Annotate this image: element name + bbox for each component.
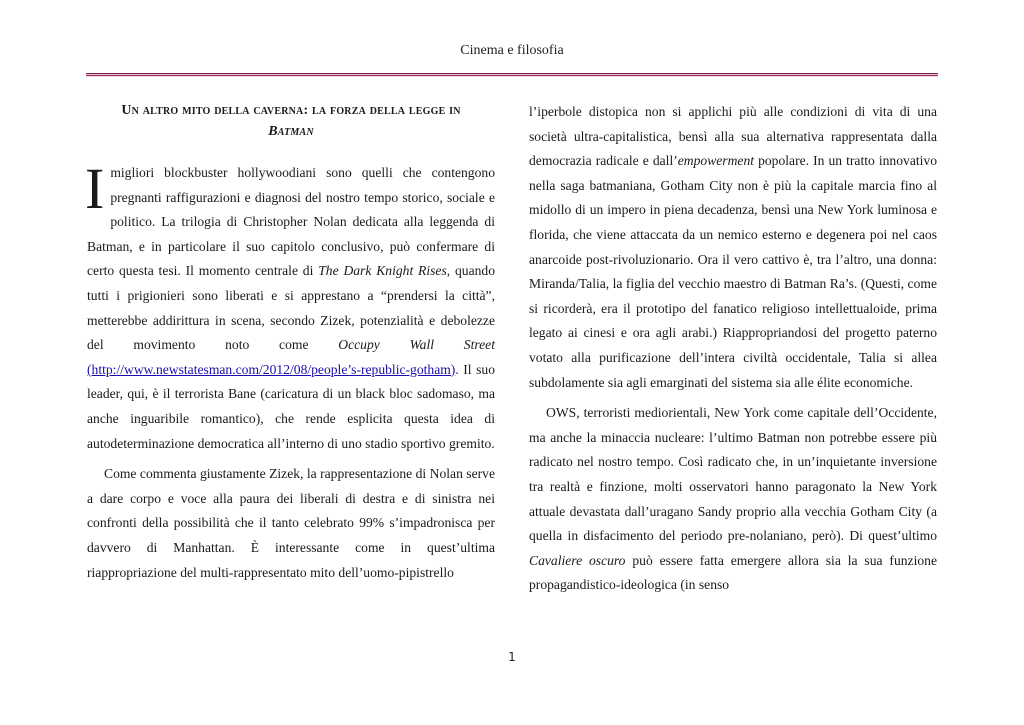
newstatesman-link[interactable]: (http://www.newstatesman.com/2012/08/people’s-republic-gotham): [87, 361, 456, 377]
empowerment-term: empowerment: [677, 153, 755, 169]
article-title: [101, 100, 481, 142]
movement-name: Occupy Wall Street: [338, 337, 495, 353]
left-column: [87, 100, 495, 585]
right-paragraph-1: [529, 100, 937, 395]
right-column: [529, 100, 937, 598]
right-p2-text-b: può essere fatta emergere allora sia la sua funzione propagandistico-ideologica (in senso: [529, 552, 937, 593]
right-p1-text-a: l’iperbole distopica non si applichi più alle condizioni di vita di una società ultra-capitalistica, bensì alla sua alternativa rappresentata dalla democrazia radicale e dall’: [529, 104, 937, 169]
right-p2-text-a: OWS, terroristi mediorientali, New York come capitale dell’Occidente, ma anche la minaccia nucleare: l’ultimo Batman non potrebbe essere più radicato nel nostro tempo. Così radicato che, in un’inquietante inversione tra realtà e finzione, molti osservatori hanno paragonato la New York attuale devastata dall’uragano Sandy proprio alla vecchia Gotham City (a quella in disfacimento del periodo pre-nolaniano, però). Di quest’ultimo: [529, 405, 937, 544]
header-rule: [86, 73, 938, 77]
article-title-main: Un altro mito della caverna: la forza della legge in: [121, 103, 461, 118]
article-title-italic: Batman: [268, 124, 314, 139]
page-number: 1: [508, 650, 516, 664]
left-p1-text-c: . Il suo leader, qui, è il terrorista Bane (caricatura di un black bloc sadomaso, ma anche inguaribile romantico), che rende esplicita questa idea di autodeterminazione democratica all’interno di uno stadio sportivo gremito.: [87, 361, 495, 451]
cavaliere-oscuro-title: Cavaliere oscuro: [529, 552, 626, 568]
right-p1-text-b: popolare. In un tratto innovativo nella saga batmaniana, Gotham City non è più la capitale marcia fino al midollo di un impero in piena decadenza, bensì una New York luminosa e florida, che viene attaccata da un nemico esterno e degenera poi nel caos anarcoide post-rivoluzionario. Ora il vero cattivo è, tra l’altro, una donna: Miranda/Talia, la figlia del vecchio maestro di Batman Ra’s. (Questi, come si ricorderà, era il prototipo del fanatico religioso intellettualoide, prima legato ai cinesi e ora agli arabi.) Riappropriandosi del progetto paterno votato alla purificazione dell’intera civiltà occidentale, Talia si allea subdolamente sia agli emarginati del sistema sia alle élite economiche.: [529, 153, 938, 390]
left-p1-text-b: , quando tutti i prigionieri sono liberati e si apprestano a “prendersi la città”, metterebbe addirittura in scena, secondo Zizek, potenzialità e debolezze del movimento noto come: [87, 263, 495, 353]
left-p1-text-a: migliori blockbuster hollywoodiani sono quelli che contengono pregnanti raffigurazioni e diagnosi del nostro tempo storico, sociale e politico. La trilogia di Christopher Nolan dedicata alla leggenda di Batman, e in particolare il suo capitolo conclusivo, può confermare di certo questa tesi. Il momento centrale di: [87, 165, 495, 279]
left-paragraph-2: Come commenta giustamente Zizek, la rappresentazione di Nolan serve a dare corpo e voce alla paura dei liberali di destra e di sinistra nei confronti della possibilità che il tanto celebrato 99% s’impadronisca per davvero di Manhattan. È interessante come in quest’ultima riappropriazione del multi-rappresentato mito dell’uomo-pipistrello: [87, 466, 495, 580]
right-paragraph-2: [529, 401, 937, 598]
running-header: Cinema e filosofia: [460, 43, 564, 58]
drop-cap: I: [85, 156, 105, 221]
left-paragraph-1: [85, 156, 495, 456]
film-title: The Dark Knight Rises: [318, 263, 447, 279]
